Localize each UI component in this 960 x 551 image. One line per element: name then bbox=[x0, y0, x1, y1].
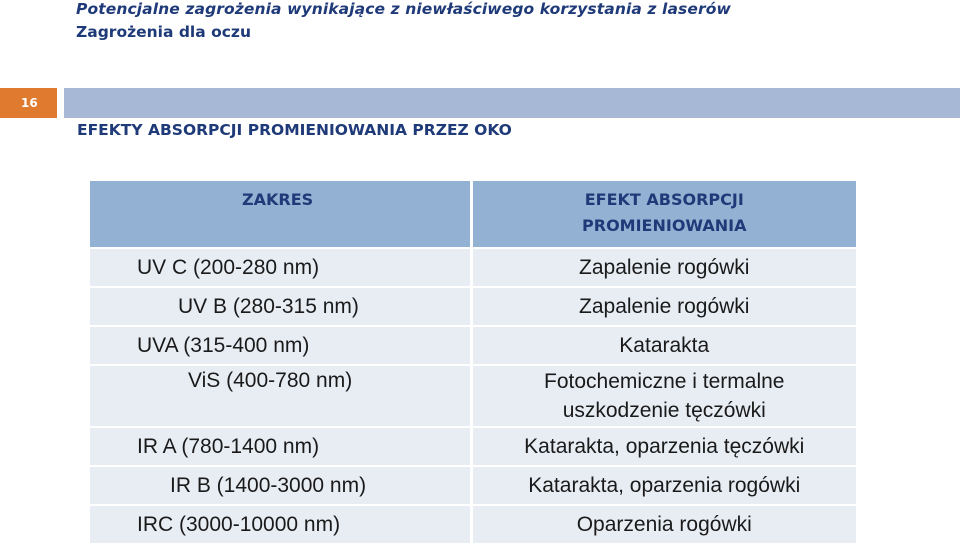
effect-cell: Oparzenia rogówki bbox=[471, 505, 856, 544]
range-cell: IRC (3000-10000 nm) bbox=[90, 505, 471, 544]
header-bar bbox=[64, 88, 960, 118]
effect-cell: Katarakta, oparzenia tęczówki bbox=[471, 427, 856, 466]
absorption-table bbox=[90, 181, 856, 545]
table-row bbox=[90, 427, 856, 466]
table-row bbox=[90, 365, 856, 427]
header-range: ZAKRES bbox=[90, 181, 471, 248]
section-heading: EFEKTY ABSORPCJI PROMIENIOWANIA PRZEZ OKO bbox=[77, 121, 512, 139]
table-row bbox=[90, 287, 856, 326]
range-cell: ViS (400-780 nm) bbox=[90, 365, 471, 427]
range-cell: IR A (780-1400 nm) bbox=[90, 427, 471, 466]
slide-subtitle: Zagrożenia dla oczu bbox=[76, 23, 251, 41]
effect-cell: Katarakta, oparzenia rogówki bbox=[471, 466, 856, 505]
effect-cell: Katarakta bbox=[471, 326, 856, 365]
slide-number bbox=[0, 88, 57, 118]
effect-cell bbox=[471, 365, 856, 427]
range-cell: UVA (315-400 nm) bbox=[90, 326, 471, 365]
effect-cell: Zapalenie rogówki bbox=[471, 287, 856, 326]
table-row bbox=[90, 466, 856, 505]
header-effect-text: EFEKT ABSORPCJI PROMIENIOWANIA bbox=[582, 190, 747, 235]
table-row bbox=[90, 505, 856, 544]
table-row bbox=[90, 248, 856, 287]
table-header-row bbox=[90, 181, 856, 248]
slide-number-text: 16 bbox=[21, 96, 38, 110]
effect-text: Fotochemiczne i termalne uszkodzenie tęczówki bbox=[544, 370, 785, 422]
range-cell: UV B (280-315 nm) bbox=[90, 287, 471, 326]
range-cell: IR B (1400-3000 nm) bbox=[90, 466, 471, 505]
table-row bbox=[90, 326, 856, 365]
slide-title: Potencjalne zagrożenia wynikające z niewłaściwego korzystania z laserów bbox=[76, 0, 731, 18]
range-cell: UV C (200-280 nm) bbox=[90, 248, 471, 287]
header-effect bbox=[471, 181, 856, 248]
effect-cell: Zapalenie rogówki bbox=[471, 248, 856, 287]
